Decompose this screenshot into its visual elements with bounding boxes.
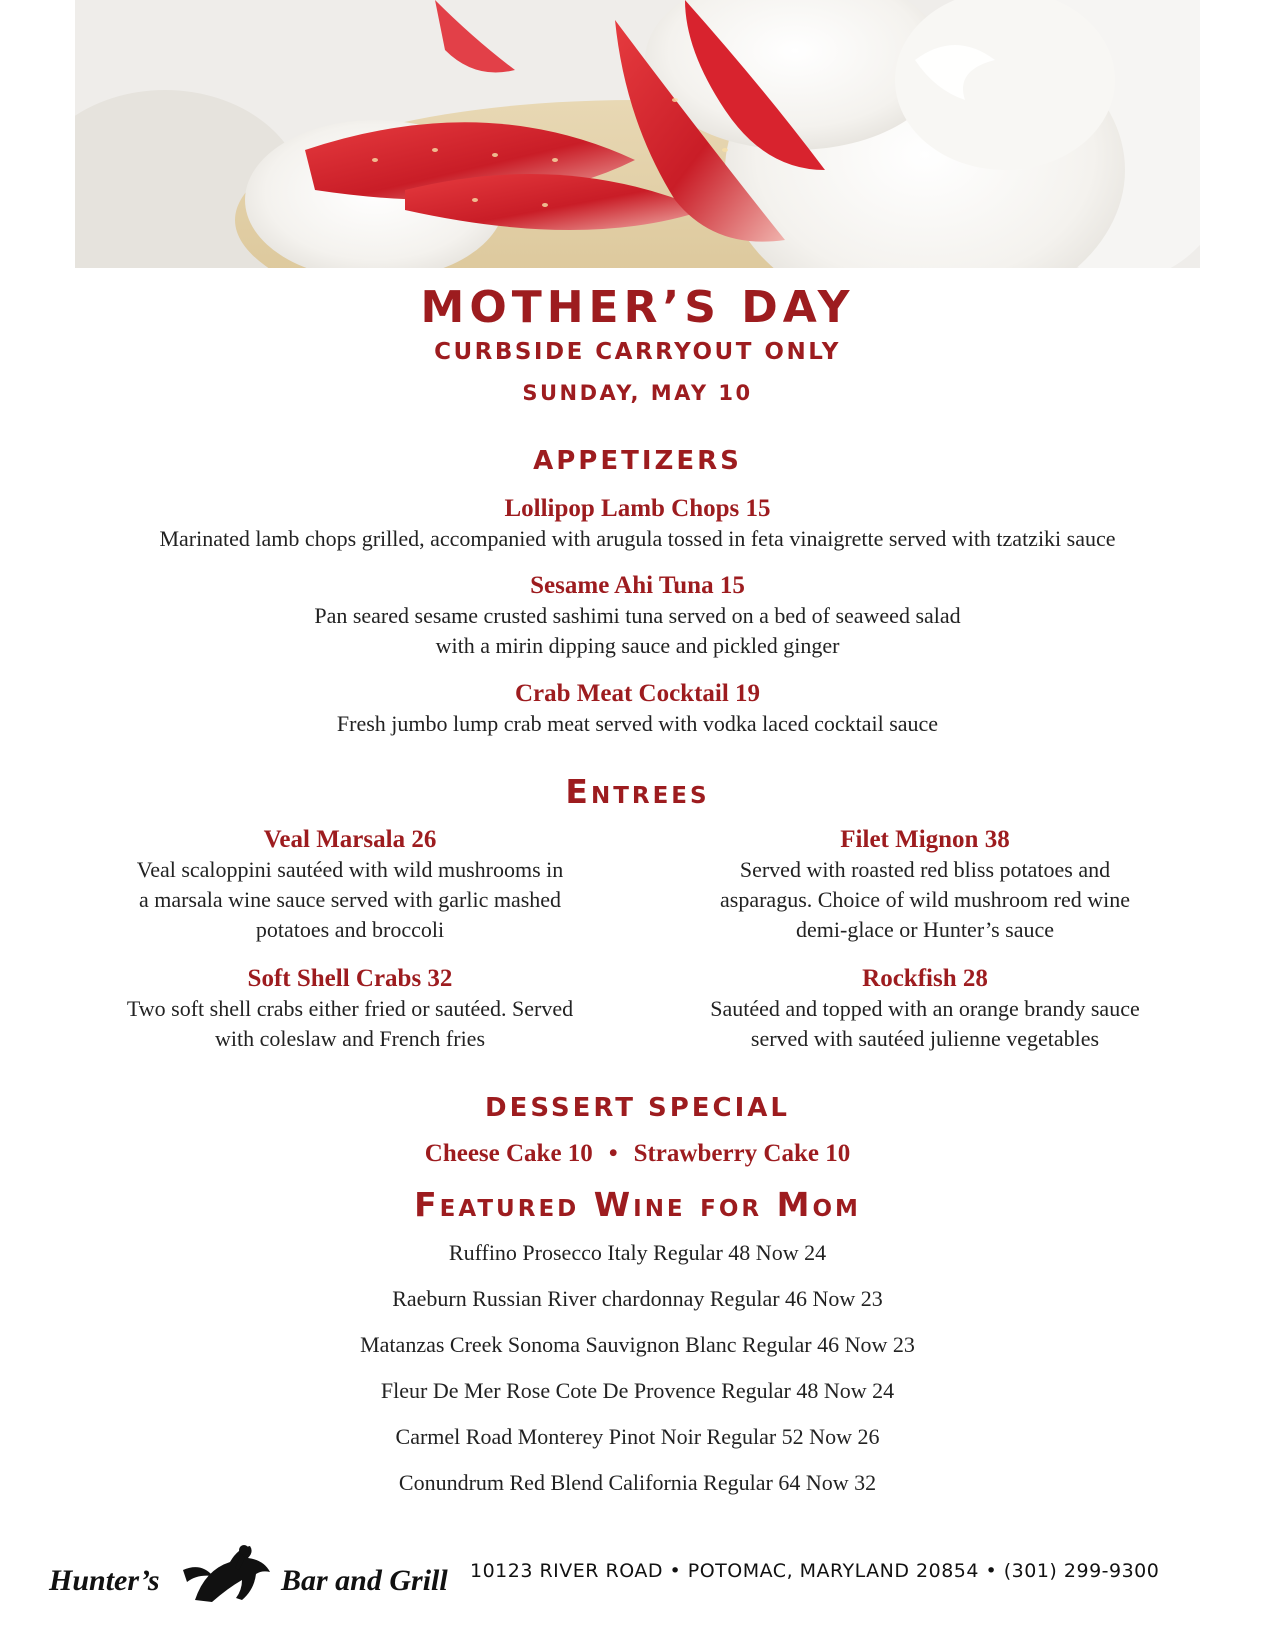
wine-heading: Featured Wine for Mom (414, 1185, 861, 1224)
wine-item: Conundrum Red Blend California Regular 64 Now 32 (398, 1470, 877, 1495)
logo-text-left: Hunter’s (49, 1564, 160, 1597)
appetizers-heading: APPETIZERS (533, 446, 742, 476)
item-description: Pan seared sesame crusted sashimi tuna served on a bed of seaweed salad (314, 603, 961, 628)
appetizer-item (0, 679, 1275, 739)
item-description: potatoes and broccoli (255, 917, 445, 942)
appetizer-item (0, 494, 1275, 554)
wine-item: Carmel Road Monterey Pinot Noir Regular 52 Now 26 (395, 1424, 880, 1449)
entree-item (645, 964, 1205, 1054)
item-description: asparagus. Choice of wild mushroom red wine (720, 887, 1130, 912)
item-description: with coleslaw and French fries (214, 1026, 486, 1051)
item-description: a marsala wine sauce served with garlic mashed (138, 887, 562, 912)
wine-item: Ruffino Prosecco Italy Regular 48 Now 24 (448, 1240, 827, 1265)
item-name: Rockfish 28 (862, 965, 988, 992)
wine-list (0, 1238, 1275, 1514)
item-description: Two soft shell crabs either fried or sautéed. Served (126, 996, 574, 1021)
item-name: Veal Marsala 26 (263, 826, 437, 853)
entrees-heading: Entrees (565, 772, 710, 811)
page-title: MOTHER’S DAY (420, 282, 855, 333)
wine-item: Raeburn Russian River chardonnay Regular 46 Now 23 (392, 1286, 883, 1311)
restaurant-logo (45, 1540, 465, 1610)
wine-item: Fleur De Mer Rose Cote De Provence Regular 48 Now 24 (380, 1378, 895, 1403)
separator-dot: • (608, 1140, 618, 1167)
appetizer-item (0, 571, 1275, 661)
dessert-list (0, 1140, 1275, 1168)
dessert-item: Cheese Cake 10 (424, 1140, 593, 1167)
entree-item (70, 964, 630, 1054)
item-description: Fresh jumbo lump crab meat served with vodka laced cocktail sauce (336, 711, 939, 736)
item-description: Served with roasted red bliss potatoes and (739, 857, 1111, 882)
item-description: with a mirin dipping sauce and pickled ginger (435, 633, 840, 658)
footer (45, 1540, 1235, 1610)
entree-item (70, 825, 630, 945)
footer-address: 10123 RIVER ROAD • POTOMAC, MARYLAND 20854 • (301) 299-9300 (470, 1560, 1160, 1582)
dessert-item: Strawberry Cake 10 (633, 1140, 851, 1167)
item-description: served with sautéed julienne vegetables (750, 1026, 1100, 1051)
dessert-heading: DESSERT SPECIAL (484, 1093, 790, 1123)
horse-and-rider-icon (183, 1545, 270, 1602)
event-date: SUNDAY, MAY 10 (522, 381, 753, 405)
entree-item (645, 825, 1205, 945)
item-description: Marinated lamb chops grilled, accompanied with arugula tossed in feta vinaigrette served with tzatziki sauce (159, 526, 1116, 551)
hero-image (75, 0, 1200, 268)
page-subtitle: CURBSIDE CARRYOUT ONLY (434, 339, 841, 365)
item-name: Crab Meat Cocktail 19 (514, 680, 761, 707)
strawberry-cake-photo (75, 0, 1200, 268)
item-name: Soft Shell Crabs 32 (247, 965, 453, 992)
item-name: Sesame Ahi Tuna 15 (530, 572, 745, 599)
item-description: Sautéed and topped with an orange brandy sauce (710, 996, 1140, 1021)
item-description: demi-glace or Hunter’s sauce (796, 917, 1054, 942)
wine-item: Matanzas Creek Sonoma Sauvignon Blanc Regular 46 Now 23 (360, 1332, 915, 1357)
item-name: Filet Mignon 38 (840, 826, 1010, 853)
item-description: Veal scaloppini sautéed with wild mushrooms in (136, 857, 564, 882)
logo-text-right: Bar and Grill (281, 1564, 448, 1597)
item-name: Lollipop Lamb Chops 15 (504, 495, 771, 522)
